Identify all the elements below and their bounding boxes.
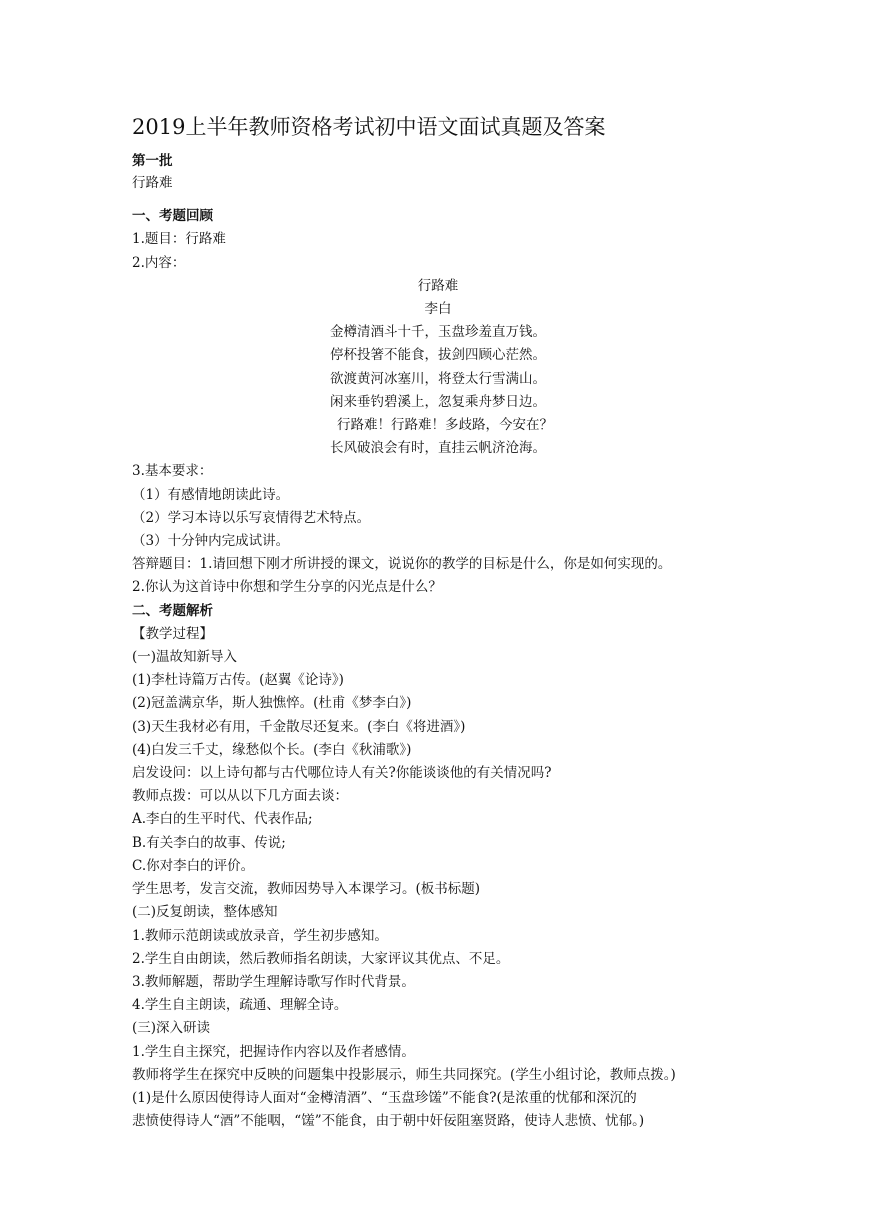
- requirement-item: （2）学习本诗以乐写哀情得艺术特点。: [132, 509, 371, 526]
- requirement-item: （3）十分钟内完成试讲。: [132, 533, 290, 550]
- poem-author: 李白: [424, 301, 452, 318]
- analysis-line: B.有关李白的故事、传说;: [132, 834, 286, 851]
- document-title: 2019上半年教师资格考试初中语文面试真题及答案: [132, 115, 606, 139]
- analysis-line: (4)白发三千丈，缘愁似个长。(李白《秋浦歌》): [132, 741, 412, 758]
- analysis-line: 3.教师解题，帮助学生理解诗歌写作时代背景。: [132, 973, 415, 990]
- analysis-line: 启发设问：以上诗句都与古代哪位诗人有关?你能谈谈他的有关情况吗?: [132, 765, 552, 782]
- document-page: [132, 112, 744, 1133]
- batch-heading: 第一批: [132, 153, 173, 169]
- requirement-item: （1）有感情地朗读此诗。: [132, 486, 290, 503]
- analysis-line: 1.学生自主探究，把握诗作内容以及作者感情。: [132, 1043, 415, 1060]
- poem-line: 行路难！行路难！多歧路，今安在？: [337, 417, 553, 434]
- spacer: [132, 195, 744, 205]
- poem-line: 金樽清酒斗十千，玉盘珍羞直万钱。: [330, 324, 546, 341]
- analysis-line: (1)是什么原因使得诗人面对“金樽清酒”、“玉盘珍馐”不能食?(是浓重的忧郁和深沉的: [132, 1089, 637, 1106]
- section-analysis-heading: 二、考题解析: [132, 602, 213, 619]
- poem-title: 行路难: [417, 277, 459, 294]
- analysis-line: (1)李杜诗篇万古传。(赵翼《论诗》): [132, 672, 344, 689]
- poem-line: 闲来垂钓碧溪上，忽复乘舟梦日边。: [330, 393, 546, 410]
- poem-line: 欲渡黄河冰塞川，将登太行雪满山。: [330, 370, 546, 387]
- section-review-heading: 一、考题回顾: [132, 208, 213, 225]
- analysis-line: (一)温故知新导入: [132, 649, 238, 666]
- content-label: 2.内容：: [132, 254, 186, 271]
- batch-subject: 行路难: [132, 175, 173, 191]
- analysis-line: (3)天生我材必有用，千金散尽还复来。(李白《将进酒》): [132, 718, 466, 735]
- analysis-line: 教师点拨：可以从以下几方面去谈：: [132, 788, 348, 805]
- analysis-line: 学生思考，发言交流，教师因势导入本课学习。(板书标题): [132, 881, 481, 898]
- analysis-line: C.你对李白的评价。: [132, 857, 255, 874]
- analysis-line: 教师将学生在探究中反映的问题集中投影展示，师生共同探究。(学生小组讨论，教师点拨。): [132, 1066, 676, 1083]
- teaching-process-label: 【教学过程】: [132, 625, 213, 642]
- analysis-line: A.李白的生平时代、代表作品;: [132, 811, 313, 828]
- analysis-line: 1.教师示范朗读或放录音，学生初步感知。: [132, 927, 388, 944]
- analysis-line: (2)冠盖满京华，斯人独憔悴。(杜甫《梦李白》): [132, 695, 412, 712]
- requirements-label: 3.基本要求：: [132, 463, 213, 480]
- analysis-line: 4.学生自主朗读，疏通、理解全诗。: [132, 997, 348, 1014]
- poem-line: 停杯投箸不能食，拔剑四顾心茫然。: [330, 347, 546, 364]
- poem-line: 长风破浪会有时，直挂云帆济沧海。: [330, 440, 546, 457]
- topic-line: 1.题目：行路难: [132, 231, 226, 248]
- defense-question-1: 答辩题目：1.请回想下刚才所讲授的课文，说说你的教学的目标是什么，你是如何实现的。: [132, 556, 672, 573]
- defense-question-2: 2.你认为这首诗中你想和学生分享的闪光点是什么？: [132, 579, 442, 596]
- analysis-line: 悲愤使得诗人“酒”不能咽，“馐”不能食，由于朝中奸佞阻塞贤路，使诗人悲愤、忧郁。): [132, 1113, 645, 1130]
- analysis-line: 2.学生自由朗读，然后教师指名朗读，大家评议其优点、不足。: [132, 950, 510, 967]
- poem-block: [132, 275, 744, 461]
- analysis-line: (二)反复朗读，整体感知: [132, 904, 278, 921]
- analysis-line: (三)深入研读: [132, 1020, 211, 1037]
